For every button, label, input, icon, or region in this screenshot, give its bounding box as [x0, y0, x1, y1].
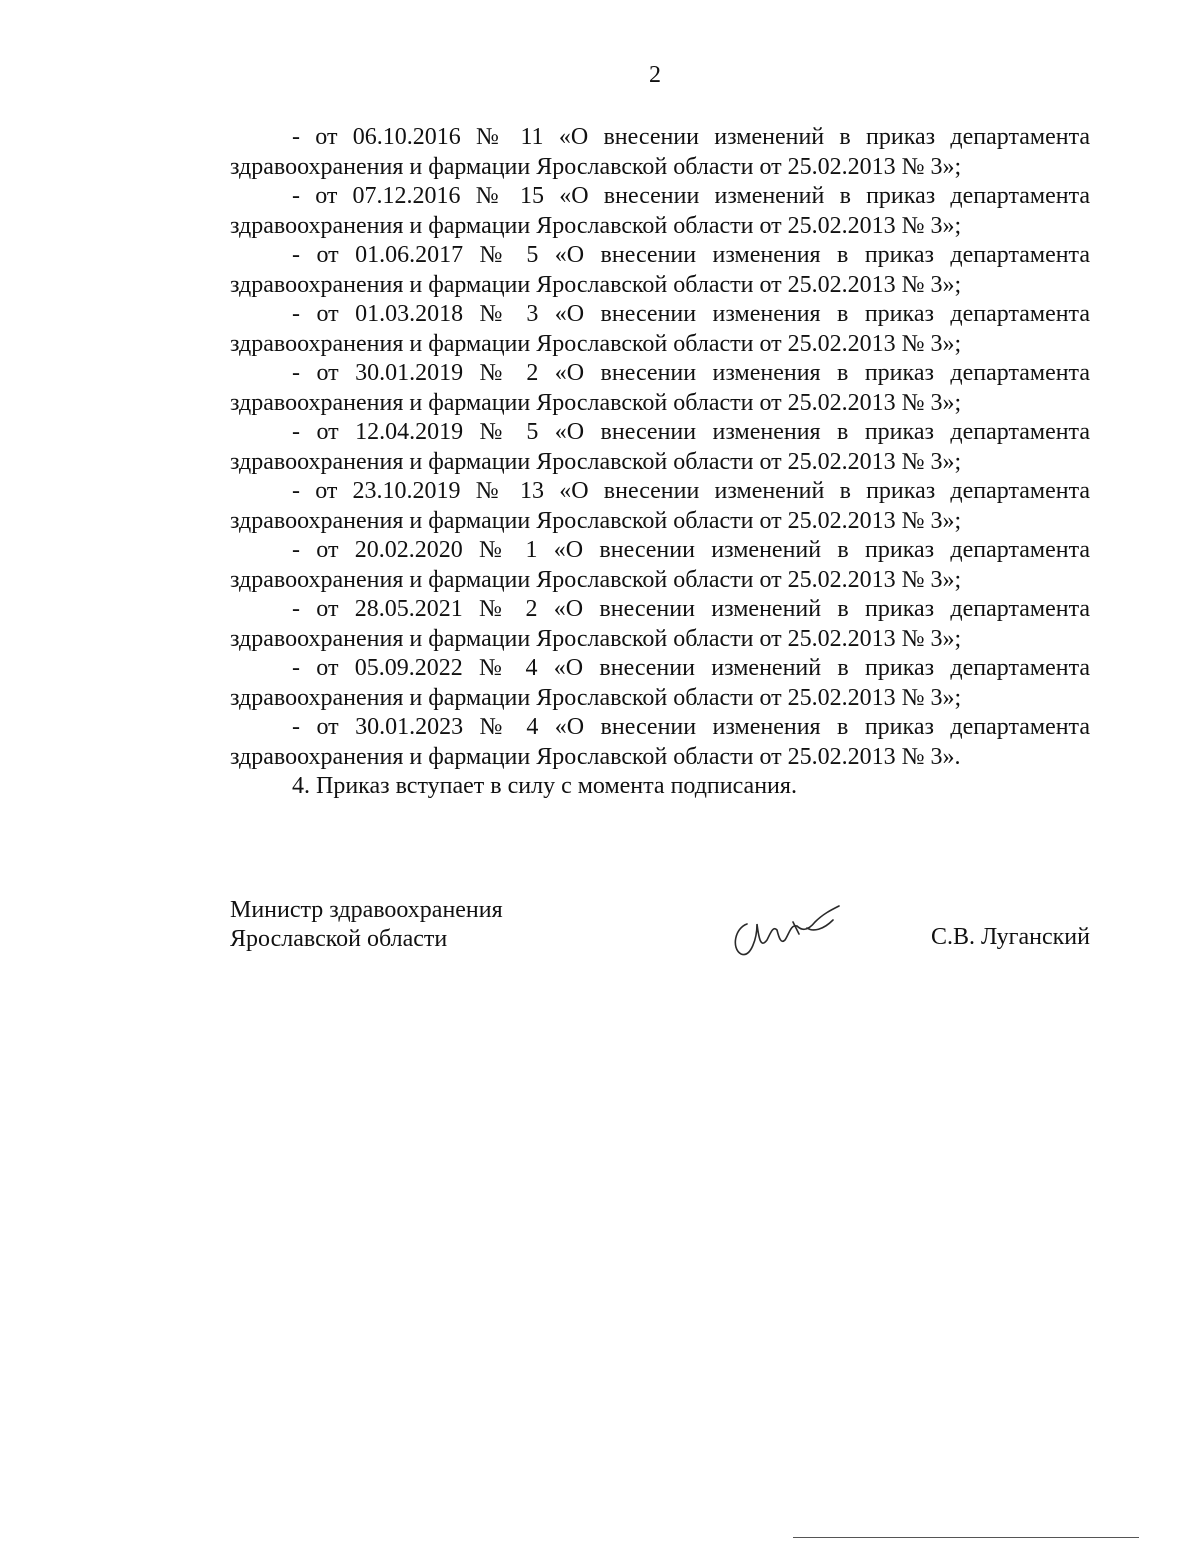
amendment-line-second: здравоохранения и фармации Ярославской области от 25.02.2013 № 3»;: [230, 330, 962, 357]
signature-block: [230, 896, 1090, 966]
amendment-item: [230, 418, 1090, 477]
amendment-item: [230, 359, 1090, 418]
page-number: 2: [649, 62, 661, 88]
amendment-line-first: - от 01.03.2018 № 3 «О внесении изменения в приказ департамента: [292, 301, 1090, 327]
amendment-item: [230, 713, 1090, 772]
signer-position: [230, 896, 503, 954]
amendment-item: [230, 300, 1090, 359]
amendment-item: [230, 536, 1090, 595]
signer-position-line-1: Министр здравоохранения: [230, 897, 503, 923]
signer-name: С.В. Луганский: [930, 924, 1090, 950]
amendment-line-second: здравоохранения и фармации Ярославской области от 25.02.2013 № 3»;: [230, 625, 962, 652]
amendment-line-first: - от 05.09.2022 № 4 «О внесении изменений в приказ департамента: [292, 655, 1090, 681]
amendment-line-first: - от 30.01.2019 № 2 «О внесении изменения в приказ департамента: [292, 360, 1090, 386]
amendment-item: [230, 595, 1090, 654]
amendment-line-second: здравоохранения и фармации Ярославской области от 25.02.2013 № 3»;: [230, 566, 962, 593]
clause-4: 4. Приказ вступает в силу с момента подписания.: [292, 773, 797, 799]
amendment-line-second: здравоохранения и фармации Ярославской области от 25.02.2013 № 3»;: [230, 389, 962, 416]
amendment-line-second: здравоохранения и фармации Ярославской области от 25.02.2013 № 3»;: [230, 448, 962, 475]
amendment-list: [230, 123, 1090, 772]
amendment-line-second: здравоохранения и фармации Ярославской области от 25.02.2013 № 3».: [230, 743, 961, 770]
amendment-line-first: - от 07.12.2016 № 15 «О внесении изменений в приказ департамента: [292, 183, 1090, 209]
amendment-item: [230, 654, 1090, 713]
amendment-line-first: - от 23.10.2019 № 13 «О внесении изменений в приказ департамента: [292, 478, 1090, 504]
signer-position-line-2: Ярославской области: [230, 926, 448, 952]
amendment-line-second: здравоохранения и фармации Ярославской области от 25.02.2013 № 3»;: [230, 212, 962, 239]
footer-rule: [793, 1537, 1139, 1538]
handwritten-signature: [727, 884, 867, 964]
amendment-line-first: - от 06.10.2016 № 11 «О внесении изменений в приказ департамента: [292, 124, 1090, 150]
amendment-line-second: здравоохранения и фармации Ярославской области от 25.02.2013 № 3»;: [230, 271, 962, 298]
amendment-item: [230, 182, 1090, 241]
amendment-line-second: здравоохранения и фармации Ярославской области от 25.02.2013 № 3»;: [230, 684, 962, 711]
amendment-line-first: - от 12.04.2019 № 5 «О внесении изменения в приказ департамента: [292, 419, 1090, 445]
document-body: [230, 123, 1090, 802]
amendment-line-first: - от 20.02.2020 № 1 «О внесении изменений в приказ департамента: [292, 537, 1090, 563]
amendment-item: [230, 477, 1090, 536]
amendment-line-first: - от 28.05.2021 № 2 «О внесении изменений в приказ департамента: [292, 596, 1090, 622]
amendment-line-first: - от 01.06.2017 № 5 «О внесении изменения в приказ департамента: [292, 242, 1090, 268]
amendment-line-first: - от 30.01.2023 № 4 «О внесении изменения в приказ департамента: [292, 714, 1090, 740]
amendment-item: [230, 123, 1090, 182]
amendment-item: [230, 241, 1090, 300]
amendment-line-second: здравоохранения и фармации Ярославской области от 25.02.2013 № 3»;: [230, 507, 962, 534]
amendment-line-second: здравоохранения и фармации Ярославской области от 25.02.2013 № 3»;: [230, 153, 962, 180]
